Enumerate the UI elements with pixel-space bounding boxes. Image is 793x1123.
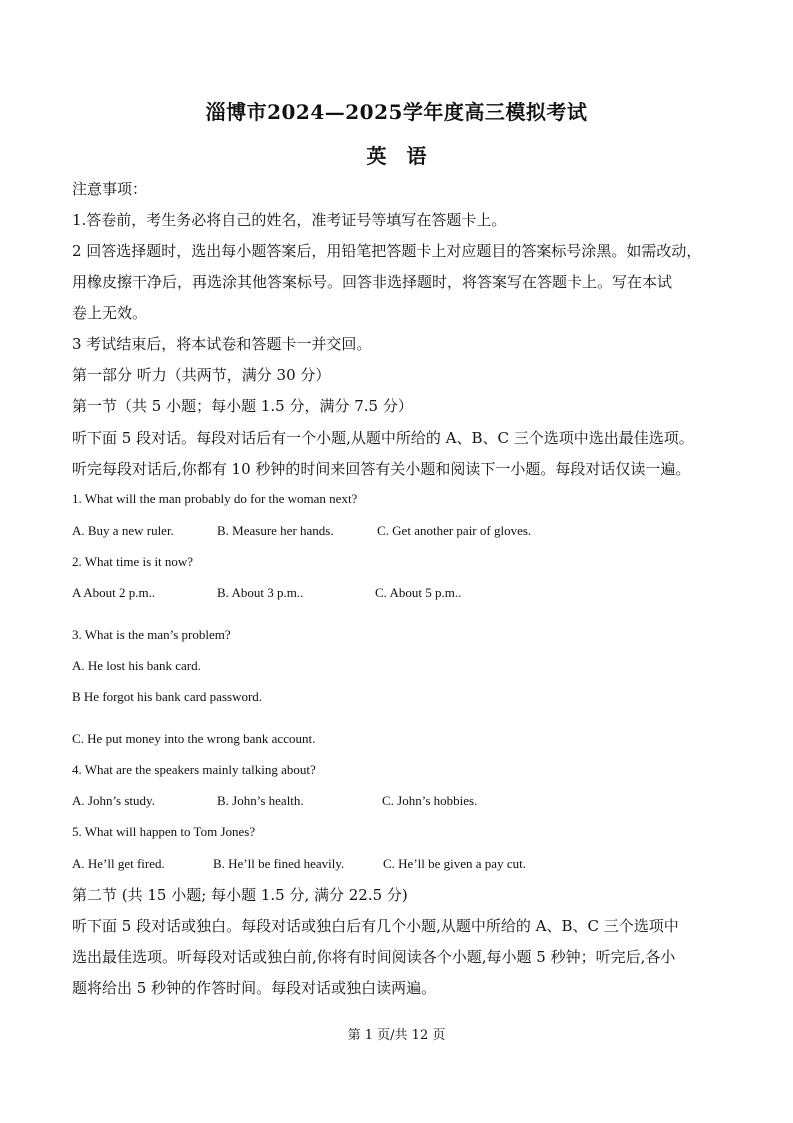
subject-title: 英 语 bbox=[366, 144, 427, 168]
section1-heading: 第一节（共 5 小题；每小题 1.5 分，满分 7.5 分） bbox=[72, 397, 413, 415]
question-2-stem: 2. What time is it now? bbox=[72, 554, 194, 569]
exam-title: 淄博市2024—2025学年度高三模拟考试 bbox=[205, 100, 588, 124]
question-1-option-a[interactable]: A. Buy a new ruler. bbox=[72, 523, 174, 538]
question-5-option-c[interactable]: C. He’ll be given a pay cut. bbox=[383, 856, 526, 871]
question-3-option-b[interactable]: B He forgot his bank card password. bbox=[72, 689, 263, 704]
section1-instruction-line-1: 听下面 5 段对话。每段对话后有一个小题,从题中所给的 A、B、C 三个选项中选出最佳选项。 bbox=[72, 429, 694, 447]
question-3-option-c[interactable]: C. He put money into the wrong bank account. bbox=[72, 731, 316, 746]
question-4-stem: 4. What are the speakers mainly talking about? bbox=[72, 762, 316, 777]
question-2-option-b[interactable]: B. About 3 p.m.. bbox=[217, 585, 304, 600]
section2-instruction-line-1: 听下面 5 段对话或独白。每段对话或独白后有几个小题,从题中所给的 A、B、C 三个选项中 bbox=[72, 917, 679, 935]
question-1-option-b[interactable]: B. Measure her hands. bbox=[217, 523, 334, 538]
question-1-option-c[interactable]: C. Get another pair of gloves. bbox=[377, 523, 532, 538]
note-item-1: 1.答卷前，考生务必将自己的姓名，准考证号等填写在答题卡上。 bbox=[72, 211, 507, 229]
section2-instruction-line-2: 选出最佳选项。听每段对话或独白前,你将有时间阅读各个小题,每小题 5 秒钟；听完后,各小 bbox=[72, 948, 676, 966]
section2-heading: 第二节 (共 15 小题; 每小题 1.5 分, 满分 22.5 分) bbox=[72, 886, 408, 904]
note-item-3: 3 考试结束后，将本试卷和答题卡一并交回。 bbox=[72, 335, 372, 353]
notes-heading: 注意事项： bbox=[72, 180, 148, 198]
question-5-stem: 5. What will happen to Tom Jones? bbox=[72, 824, 256, 839]
question-1-stem: 1. What will the man probably do for the woman next? bbox=[72, 491, 358, 506]
question-5-option-b[interactable]: B. He’ll be fined heavily. bbox=[213, 856, 345, 871]
question-4-option-b[interactable]: B. John’s health. bbox=[217, 793, 304, 808]
question-3-stem: 3. What is the man’s problem? bbox=[72, 627, 231, 642]
question-3-option-a[interactable]: A. He lost his bank card. bbox=[72, 658, 201, 673]
section1-instruction-line-2: 听完每段对话后,你都有 10 秒钟的时间来回答有关小题和阅读下一小题。每段对话仅读一遍。 bbox=[72, 460, 691, 478]
question-4-option-c[interactable]: C. John’s hobbies. bbox=[382, 793, 478, 808]
part1-heading: 第一部分 听力（共两节，满分 30 分） bbox=[72, 366, 331, 384]
note-item-2-line-2: 用橡皮擦干净后，再选涂其他答案标号。回答非选择题时，将答案写在答题卡上。写在本试 bbox=[72, 273, 673, 291]
note-item-2-line-1: 2 回答选择题时，选出每小题答案后，用铅笔把答题卡上对应题目的答案标号涂黑。如需改动， bbox=[72, 242, 702, 260]
question-2-option-c[interactable]: C. About 5 p.m.. bbox=[375, 585, 462, 600]
section2-instruction-line-3: 题将给出 5 秒钟的作答时间。每段对话或独白读两遍。 bbox=[72, 979, 437, 997]
page-number: 第 1 页/共 12 页 bbox=[347, 1028, 446, 1043]
question-4-option-a[interactable]: A. John’s study. bbox=[72, 793, 155, 808]
question-5-option-a[interactable]: A. He’ll get fired. bbox=[72, 856, 165, 871]
question-2-option-a[interactable]: A About 2 p.m.. bbox=[72, 585, 156, 600]
note-item-2-line-3: 卷上无效。 bbox=[72, 304, 148, 322]
